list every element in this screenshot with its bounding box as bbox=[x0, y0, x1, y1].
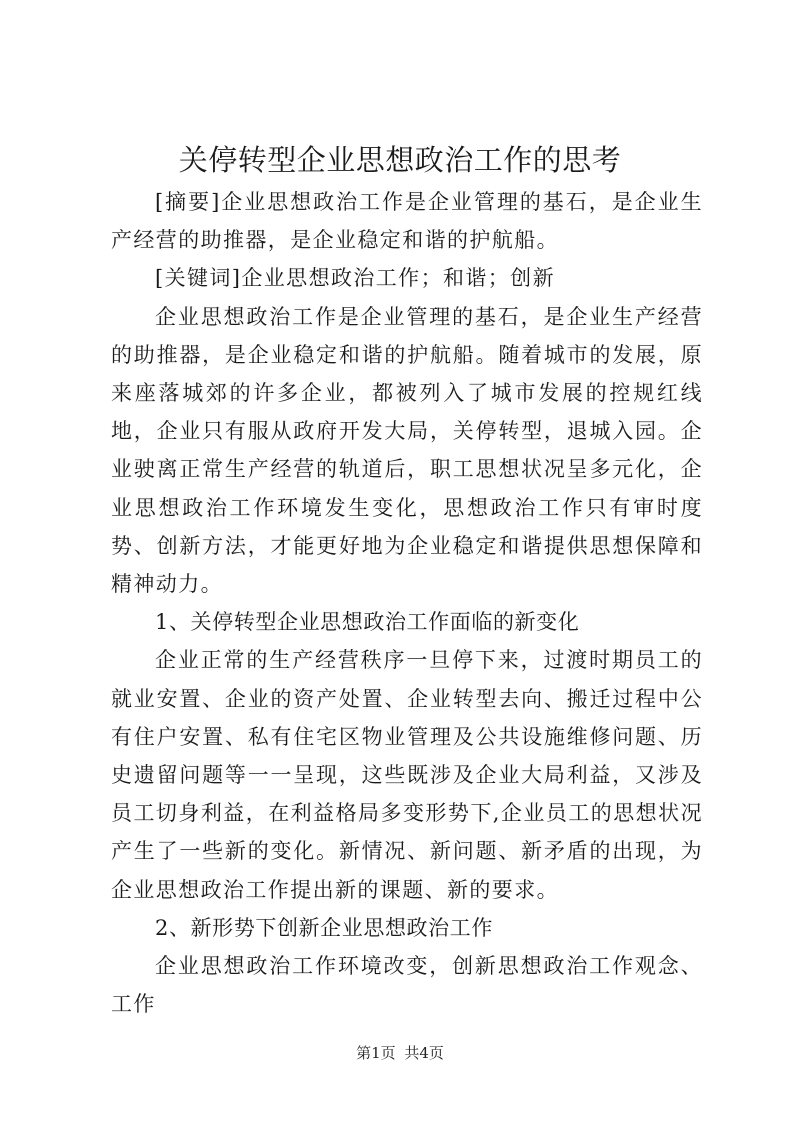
body-paragraph: 企业思想政治工作环境改变，创新思想政治工作观念、工作 bbox=[111, 954, 703, 1017]
page-footer bbox=[0, 1043, 800, 1063]
document-body bbox=[111, 183, 703, 1023]
abstract-paragraph: [摘要]企业思想政治工作是企业管理的基石，是企业生产经营的助推器，是企业稳定和谐的护航船。 bbox=[111, 190, 703, 253]
page-total: 共4页 bbox=[404, 1044, 444, 1062]
body-paragraph: 企业思想政治工作是企业管理的基石，是企业生产经营的助推器，是企业稳定和谐的护航船。随着城市的发展，原来座落城郊的许多企业，都被列入了城市发展的控规红线地，企业只有服从政府开发大局，关停转型，退城入园。企业驶离正常生产经营的轨道后，职工思想状况呈多元化，企业思想政治工作环境发生变化，思想政治工作只有审时度势、创新方法，才能更好地为企业稳定和谐提供思想保障和精神动力。 bbox=[111, 304, 703, 597]
keywords-paragraph: [关键词]企业思想政治工作；和谐；创新 bbox=[155, 266, 555, 291]
document-title: 关停转型企业思想政治工作的思考 bbox=[178, 143, 622, 177]
section-heading: 2、新形势下创新企业思想政治工作 bbox=[155, 915, 493, 940]
page-number: 第1页 bbox=[356, 1044, 396, 1062]
section-heading: 1、关停转型企业思想政治工作面临的新变化 bbox=[155, 610, 580, 635]
body-paragraph: 企业正常的生产经营秩序一旦停下来，过渡时期员工的就业安置、企业的资产处置、企业转型去向、搬迁过程中公有住户安置、私有住宅区物业管理及公共设施维修问题、历史遗留问题等一一呈现，这些既涉及企业大局利益，又涉及员工切身利益，在利益格局多变形势下,企业员工的思想状况产生了一些新的变化。新情况、新问题、新矛盾的出现，为企业思想政治工作提出新的课题、新的要求。 bbox=[111, 648, 703, 902]
